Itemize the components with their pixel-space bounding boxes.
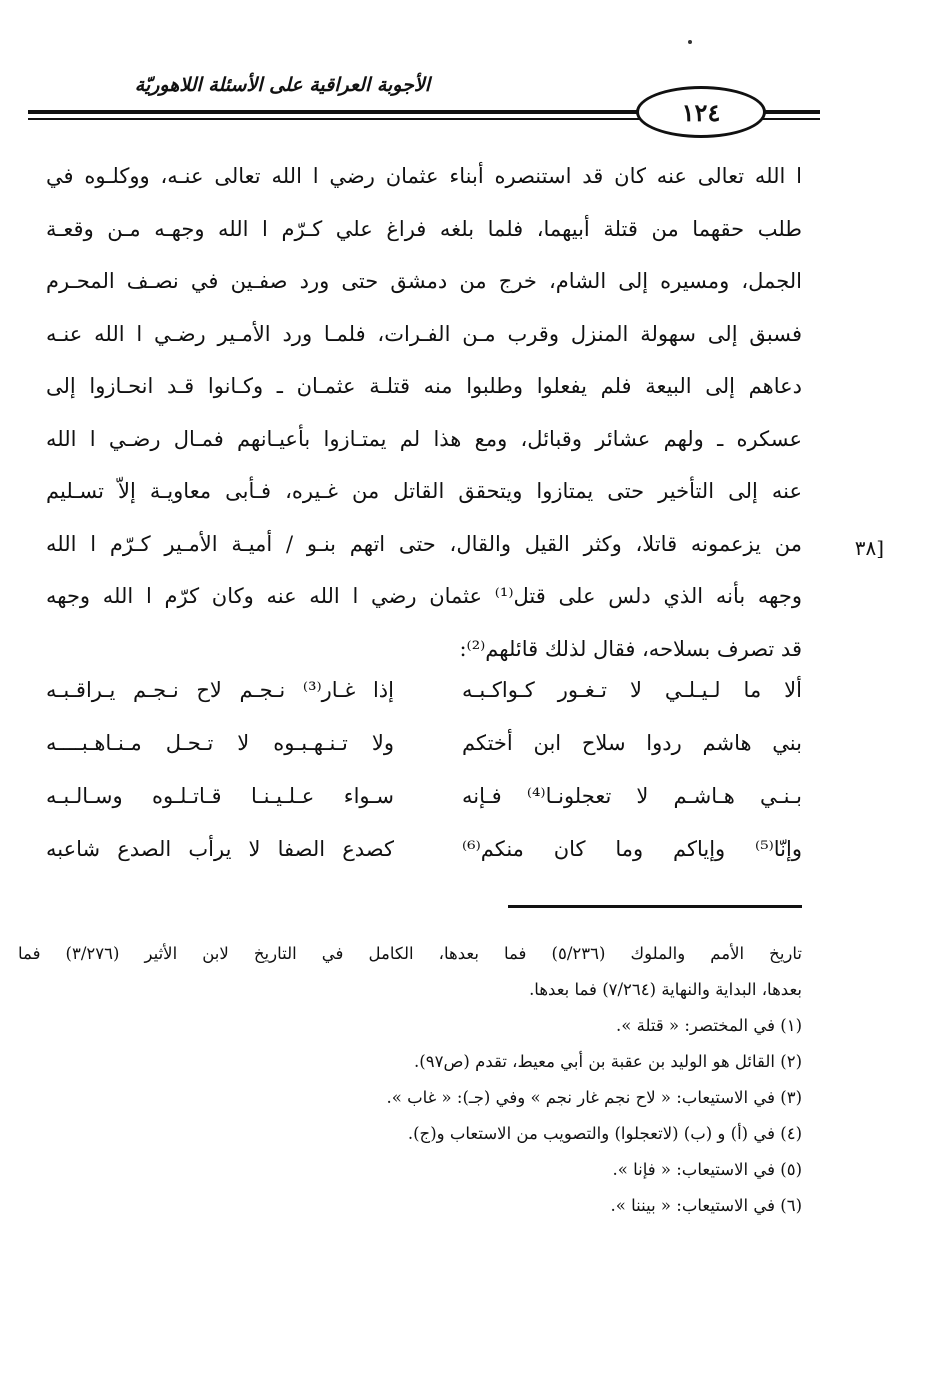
page-header xyxy=(0,40,944,140)
verse xyxy=(46,837,802,890)
verse-second-hemistich: ولا تـنـهـبـوه لا تـحـل مـنـاهـبــــه xyxy=(46,731,394,755)
verse-first-hemistich: ألا ما لـيـلـي لا تـغـور كـواكـبـه xyxy=(462,678,802,702)
header-rule xyxy=(28,110,640,114)
body-line: وجهه بأنه الذي دلس على قتل⁽¹⁾ عثمان رضي ا الله عنه وكان كرّم ا الله وجهه xyxy=(46,584,802,608)
body-line: عنه إلى التأخير حتى يمتازوا ويتحقق القاتل من غـيره، فـأبى معاويـة إلاّ تسـليم xyxy=(46,479,802,503)
footnote-item: (٤) في (أ) و (ب) (لاتعجلوا) والتصويب من الاستعاب و(ج). xyxy=(407,1124,802,1143)
body-text xyxy=(46,150,802,675)
verse-second-hemistich: إذا غـار⁽³⁾ نـجـم لاح نـجـم يـراقـبـه xyxy=(46,678,394,702)
running-title: الأجوبة العراقية على الأسئلة اللاهوريّة xyxy=(134,74,430,96)
verse-first-hemistich: بني هاشم ردوا سلاح ابن أختكم xyxy=(462,731,802,755)
verse xyxy=(46,784,802,837)
body-line: طلب حقهما من قتلة أبيهما، فلما بلغه فراغ علي كـرّم ا الله وجهـه مـن وقعـة xyxy=(46,216,802,241)
footnotes xyxy=(18,936,802,1224)
verse-second-hemistich: سـواء عـلـيـنـا قـاتـلـوه وسـالـبـه xyxy=(46,784,394,808)
verse-first-hemistich: بـنـي هـاشـم لا تعجلونـا⁽⁴⁾ فـإنه xyxy=(462,784,802,808)
margin-folio-note: [٣٨ xyxy=(854,536,884,560)
verse-first-hemistich: وإنّا⁽⁵⁾ وإياكم وما كان منكم⁽⁶⁾ xyxy=(462,837,802,861)
body-line: الجمل، ومسيره إلى الشام، خرج من دمشق حتى ورد صفـين في نصـف المحـرم xyxy=(46,269,802,293)
page-number: ١٢٤ xyxy=(636,86,766,138)
verse xyxy=(46,678,802,731)
footnote-item: (٣) في الاستيعاب: « لاح نجم غار نجم » وفي (جـ): « غاب ». xyxy=(386,1088,802,1107)
verse-second-hemistich: كصدع الصفا لا يرأب الصدع شاعبه xyxy=(46,837,394,861)
footnote-item: (١) في المختصر: « قتلة ». xyxy=(616,1016,802,1035)
footnote-separator xyxy=(508,905,802,908)
body-line: قد تصرف بسلاحه، فقال لذلك قائلهم⁽²⁾: xyxy=(459,636,802,661)
verse xyxy=(46,731,802,784)
body-line: دعاهم إلى البيعة فلم يفعلوا وطلبوا منه قتلـة عثمـان ـ وكـانوا قـد انحـازوا إلى xyxy=(46,374,802,398)
body-line: عسكره ـ ولهم عشائر وقبائل، ومع هذا لم يمتـازوا بأعيـانهم فمـال رضـي ا الله xyxy=(46,426,802,451)
poem xyxy=(46,678,802,890)
body-line: ا الله تعالى عنه كان قد استنصره أبناء عثمان رضي ا الله تعالى عنـه، ووكلـوه في xyxy=(46,164,802,188)
footnote-item: (٢) القائل هو الوليد بن عقبة بن أبي معيط، تقدم (ص٩٧). xyxy=(414,1052,802,1071)
footnote-source-line: بعدها، البداية والنهاية (٧/٢٦٤) فما بعدها. xyxy=(529,980,802,999)
header-rule-right xyxy=(760,110,820,114)
body-line: من يزعمونه قاتلا، وكثر القيل والقال، حتى اتهم بنـو / أميـة الأمـير كـرّم ا الله xyxy=(46,531,802,556)
footnote-source-line: تاريخ الأمم والملوك (٥/٢٣٦) فما بعدها، الكامل في التاريخ لابن الأثير (٣/٢٧٦) فما xyxy=(18,944,802,963)
footnote-item: (٦) في الاستيعاب: « بيننا ». xyxy=(610,1196,802,1215)
body-line: فسبق إلى سهولة المنزل وقرب مـن الفـرات، فلمـا ورد الأمـير رضـي ا الله عنـه xyxy=(46,321,802,346)
footnote-source xyxy=(18,936,802,1008)
footnote-item: (٥) في الاستيعاب: « فإنا ». xyxy=(612,1160,802,1179)
